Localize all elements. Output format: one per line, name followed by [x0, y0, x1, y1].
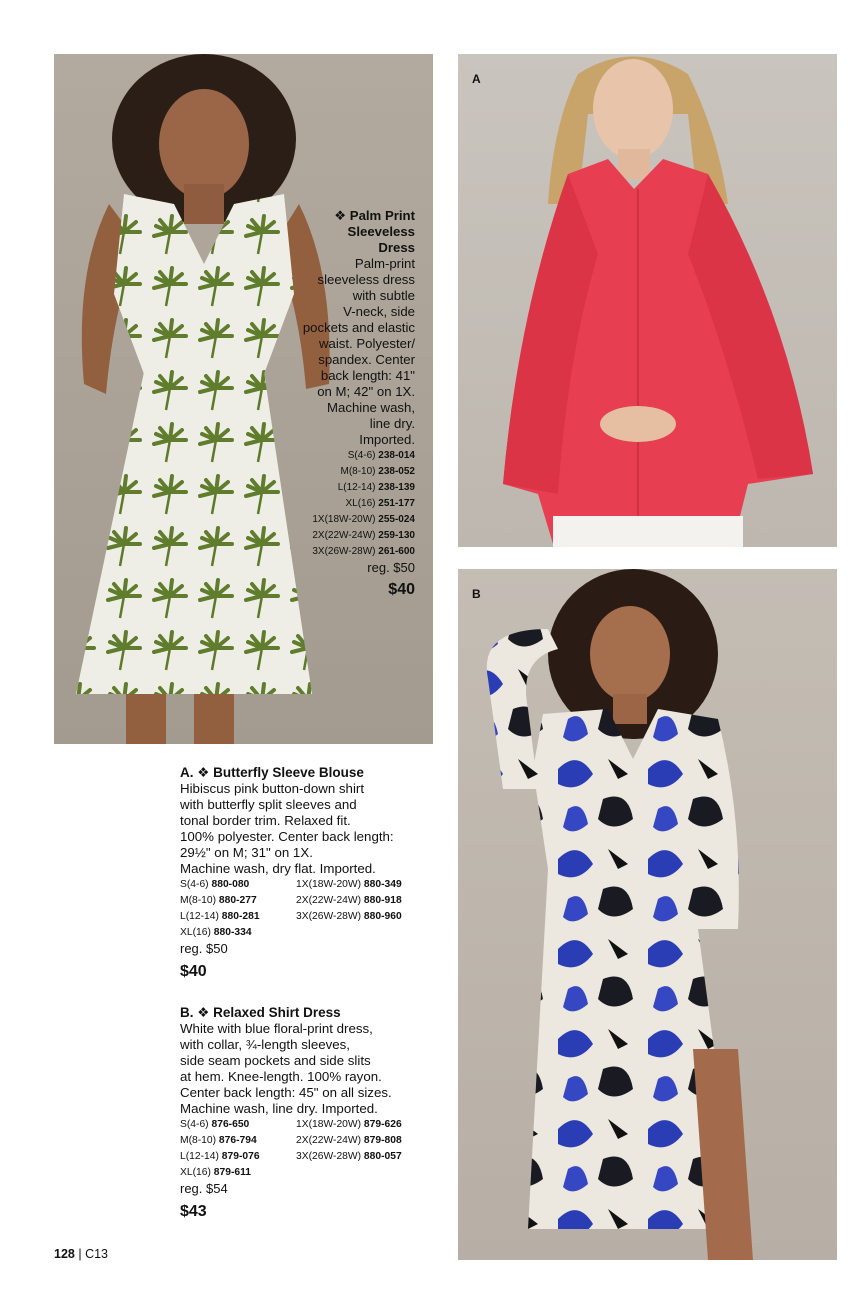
- sku-code: 879-611: [213, 1167, 252, 1178]
- palm-dress-reg-price: reg. $50: [367, 560, 415, 575]
- sku-size: 1X(18W-20W): [296, 1119, 362, 1130]
- desc-line: Machine wash, line dry. Imported.: [180, 1101, 378, 1116]
- sku-code: 880-960: [363, 911, 402, 922]
- palm-dress-title: [240, 208, 415, 256]
- desc-line: pockets and elastic: [302, 320, 415, 335]
- sku-size: 3X(26W-28W): [296, 1151, 362, 1162]
- desc-line: V-neck, side: [343, 304, 415, 319]
- sku-row: [296, 1133, 436, 1149]
- sku-code: 880-918: [363, 895, 402, 906]
- sku-row: [180, 909, 296, 925]
- palm-dress-title-line: Dress: [378, 240, 415, 255]
- sku-code: 880-057: [363, 1151, 402, 1162]
- desc-line: tonal border trim. Relaxed fit.: [180, 813, 351, 828]
- shirt-dress-description: [180, 1005, 440, 1223]
- desc-line: at hem. Knee-length. 100% rayon.: [180, 1069, 382, 1084]
- sku-row: [180, 925, 296, 941]
- desc-line: with subtle: [352, 288, 415, 303]
- shirt-dress-sale-price: $43: [180, 1203, 207, 1220]
- sku-row: [240, 512, 415, 528]
- desc-line: Machine wash, dry flat. Imported.: [180, 861, 376, 876]
- catalog-code: C13: [85, 1247, 108, 1261]
- sku-code: 879-076: [221, 1151, 260, 1162]
- sku-code: 879-626: [363, 1119, 402, 1130]
- desc-line: line dry.: [369, 416, 415, 431]
- sku-size: L(12-14): [180, 911, 219, 922]
- desc-line: spandex. Center: [318, 352, 415, 367]
- sku-code: 238-139: [378, 482, 415, 493]
- desc-line: waist. Polyester/: [318, 336, 415, 351]
- sku-code: 876-794: [218, 1135, 257, 1146]
- sku-size: L(12-14): [337, 482, 376, 493]
- sku-row: [240, 528, 415, 544]
- folio-separator: |: [74, 1247, 86, 1261]
- desc-line: Machine wash,: [327, 400, 415, 415]
- blouse-illustration: [458, 54, 837, 547]
- palm-dress-title-line: ❖ Palm Print: [334, 208, 415, 223]
- page-folio: [54, 1247, 108, 1261]
- blouse-sku-list: [180, 877, 440, 941]
- desc-line: side seam pockets and side slits: [180, 1053, 371, 1068]
- sku-size: L(12-14): [180, 1151, 219, 1162]
- sku-size: 2X(22W-24W): [296, 1135, 362, 1146]
- sku-size: 1X(18W-20W): [312, 514, 376, 525]
- shirt-dress-sku-list: [180, 1117, 440, 1181]
- sku-size: M(8-10): [180, 895, 217, 906]
- sku-size: S(4-6): [180, 879, 209, 890]
- desc-line: Hibiscus pink button-down shirt: [180, 781, 365, 796]
- sku-row: [180, 1133, 296, 1149]
- sku-code: 880-349: [363, 879, 402, 890]
- shirt-dress-reg-price: reg. $54: [180, 1181, 228, 1196]
- shirt-dress-photo-letter: B: [472, 587, 481, 601]
- sku-row: [180, 1117, 296, 1133]
- sku-size: 1X(18W-20W): [296, 879, 362, 890]
- sku-code: 238-052: [378, 466, 415, 477]
- desc-line: on M; 42" on 1X.: [317, 384, 415, 399]
- sku-row: [240, 480, 415, 496]
- desc-line: Center back length: 45" on all sizes.: [180, 1085, 392, 1100]
- sku-row: [180, 877, 296, 893]
- blouse-description: [180, 765, 440, 983]
- sku-code: 880-334: [213, 927, 252, 938]
- sku-row: [296, 877, 436, 893]
- sku-row: [180, 1165, 296, 1181]
- sku-code: 880-080: [211, 879, 250, 890]
- sku-size: S(4-6): [347, 450, 376, 461]
- desc-line: sleeveless dress: [317, 272, 415, 287]
- sku-code: 879-808: [363, 1135, 402, 1146]
- desc-line: Palm-print: [354, 256, 415, 271]
- blouse-title: A. ❖ Butterfly Sleeve Blouse: [180, 765, 364, 780]
- palm-dress-sale-price: $40: [388, 581, 415, 598]
- palm-dress-description: [240, 208, 415, 601]
- sku-size: 2X(22W-24W): [312, 530, 376, 541]
- desc-line: Imported.: [359, 432, 415, 447]
- sku-code: 259-130: [378, 530, 415, 541]
- sku-row: [180, 893, 296, 909]
- sku-size: XL(16): [180, 1167, 211, 1178]
- blouse-sale-price: $40: [180, 963, 207, 980]
- page-number: 128: [54, 1247, 75, 1261]
- sku-code: 876-650: [211, 1119, 250, 1130]
- palm-dress-title-line: Sleeveless: [347, 224, 415, 239]
- sku-row: [296, 893, 436, 909]
- palm-dress-sku-list: [240, 448, 415, 560]
- desc-line: White with blue floral-print dress,: [180, 1021, 373, 1036]
- sku-code: 238-014: [378, 450, 415, 461]
- desc-line: with collar, ¾-length sleeves,: [180, 1037, 350, 1052]
- desc-line: 29½" on M; 31" on 1X.: [180, 845, 313, 860]
- palm-dress-photo: [54, 54, 433, 744]
- shirt-dress-illustration: [458, 569, 837, 1260]
- sku-size: 3X(26W-28W): [296, 911, 362, 922]
- sku-row: [240, 544, 415, 560]
- sku-row: [296, 1149, 436, 1165]
- sku-size: M(8-10): [340, 466, 376, 477]
- shirt-dress-title: B. ❖ Relaxed Shirt Dress: [180, 1005, 341, 1020]
- desc-line: with butterfly split sleeves and: [180, 797, 357, 812]
- blouse-reg-price: reg. $50: [180, 941, 228, 956]
- shirt-dress-photo: [458, 569, 837, 1260]
- sku-size: XL(16): [180, 927, 211, 938]
- sku-size: 3X(26W-28W): [312, 546, 376, 557]
- sku-size: M(8-10): [180, 1135, 217, 1146]
- sku-row: [296, 909, 436, 925]
- blouse-photo: [458, 54, 837, 547]
- palm-dress-desc: [240, 256, 415, 448]
- sku-code: 880-281: [221, 911, 260, 922]
- sku-code: 251-177: [378, 498, 415, 509]
- blouse-photo-letter: A: [472, 72, 481, 86]
- sku-row: [240, 464, 415, 480]
- sku-row: [296, 1117, 436, 1133]
- sku-size: XL(16): [345, 498, 376, 509]
- sku-size: S(4-6): [180, 1119, 209, 1130]
- sku-code: 255-024: [378, 514, 415, 525]
- sku-row: [240, 448, 415, 464]
- sku-code: 261-600: [378, 546, 415, 557]
- sku-row: [240, 496, 415, 512]
- sku-size: 2X(22W-24W): [296, 895, 362, 906]
- sku-row: [180, 1149, 296, 1165]
- sku-code: 880-277: [218, 895, 257, 906]
- desc-line: 100% polyester. Center back length:: [180, 829, 394, 844]
- desc-line: back length: 41": [320, 368, 415, 383]
